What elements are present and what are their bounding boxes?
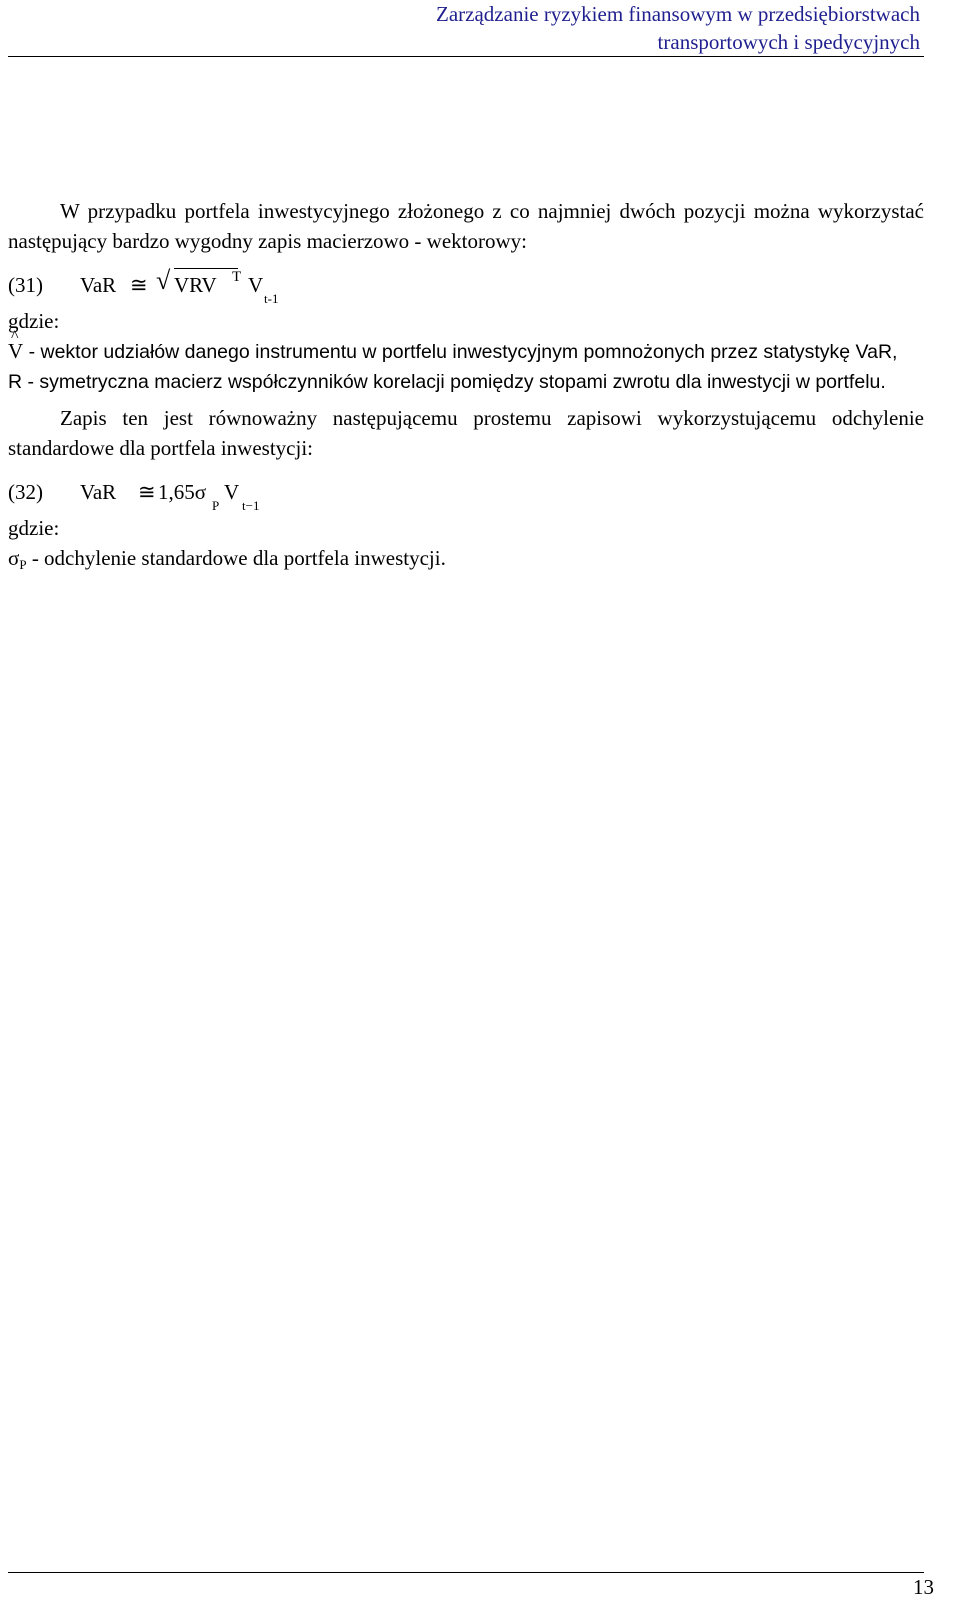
header-title-line2: transportowych i spedycyjnych xyxy=(657,30,920,54)
where-label-1: gdzie: xyxy=(8,309,60,333)
formula-31 xyxy=(8,262,924,306)
formula-v: V xyxy=(248,273,264,297)
definition-r: R - symetryczna macierz współczynników korelacji pomiędzy stopami zwrotu dla inwestycji w portfelu. xyxy=(8,371,886,393)
definition-v-text: - wektor udziałów danego instrumentu w portfelu inwestycyjnym pomnożonych przez statystykę VaR, xyxy=(28,341,898,363)
definition-v xyxy=(8,336,924,367)
sqrt-bar xyxy=(174,268,238,269)
definition-sigma-text: - odchylenie standardowe dla portfela inwestycji. xyxy=(26,546,446,570)
body-content xyxy=(8,196,924,576)
formula-value: 1,65σ xyxy=(158,480,207,504)
sqrt-icon: √ xyxy=(156,266,171,295)
page-number: 13 xyxy=(913,1575,934,1599)
header-title-line1: Zarządzanie ryzykiem finansowym w przedsiębiorstwach xyxy=(436,2,920,26)
approx-symbol: ≅ xyxy=(138,480,156,504)
where-label-2: gdzie: xyxy=(8,516,60,540)
approx-symbol: ≅ xyxy=(130,273,148,297)
definition-sigma xyxy=(8,543,924,576)
formula-subscript-p: P xyxy=(212,498,220,513)
running-header xyxy=(0,0,920,56)
formula-lhs: VaR xyxy=(80,480,117,504)
v-hat-symbol: ^ V xyxy=(8,336,23,366)
formula-radicand: VRV xyxy=(174,273,217,297)
formula-subscript: t-1 xyxy=(264,291,279,306)
formula-lhs: VaR xyxy=(80,273,117,297)
formula-number: (31) xyxy=(8,273,43,297)
footer-rule xyxy=(8,1572,924,1573)
sigma-symbol: σ xyxy=(8,546,20,570)
formula-number: (32) xyxy=(8,480,43,504)
formula-subscript-t: t−1 xyxy=(242,498,260,513)
formula-superscript: T xyxy=(232,269,242,285)
second-paragraph: Zapis ten jest równoważny następującemu prostemu zapisowi wykorzystującemu odchylenie standardowe dla portfela inwestycji: xyxy=(8,406,924,460)
formula-v: V xyxy=(224,480,240,504)
header-rule xyxy=(8,56,924,57)
intro-paragraph: W przypadku portfela inwestycyjnego złożonego z co najmniej dwóch pozycji można wykorzystać następujący bardzo wygodny zapis macierzowo - wektorowy: xyxy=(8,199,924,253)
sigma-subscript: P xyxy=(19,557,27,572)
formula-32 xyxy=(8,469,924,513)
